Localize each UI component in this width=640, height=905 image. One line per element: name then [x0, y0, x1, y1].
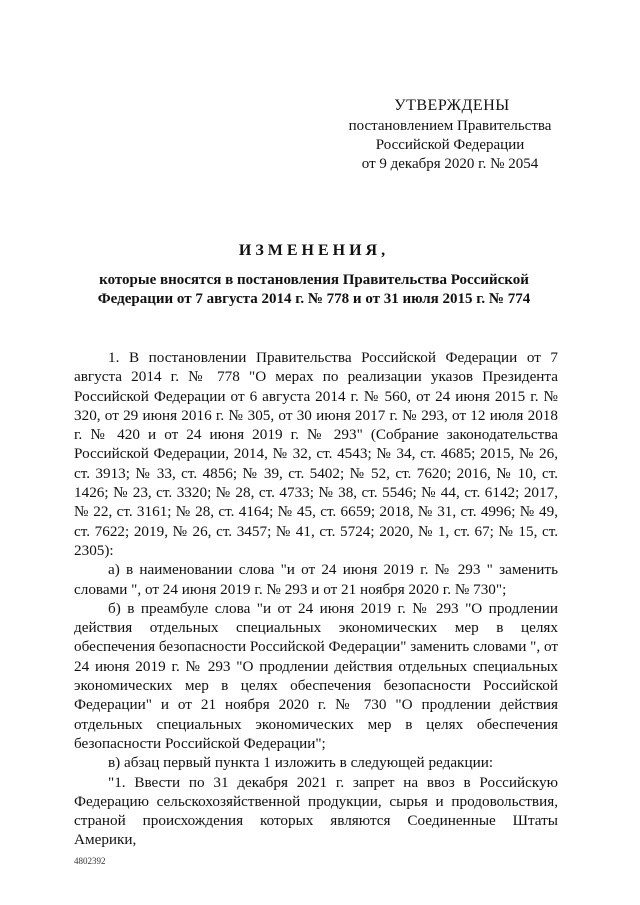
- document-code: 4802392: [74, 856, 106, 866]
- document-title: [70, 242, 558, 309]
- paragraph-1: 1. В постановлении Правительства Российской Федерации от 7 августа 2014 г. № 778 "О мерах по реализации указов Президента Российской Федерации от 6 августа 2014 г. № 560, от 24 июня 2015 г. № 320, от 29 июня 2016 г. № 305, от 30 июня 2017 г. № 293, от 12 июля 2018 г. № 420 и от 24 июня 2019 г. № 293" (Собрание законодательства Российской Федерации, 2014, № 32, ст. 4543; № 34, ст. 4685; 2015, № 26, ст. 3913; № 33, ст. 4856; № 39, ст. 5402; № 52, ст. 7620; 2016, № 10, ст. 1426; № 23, ст. 3320; № 28, ст. 4733; № 38, ст. 5546; № 44, ст. 6142; 2017, № 22, ст. 3161; № 28, ст. 4164; № 45, ст. 6659; 2018, № 31, ст. 4996; № 49, ст. 7622; 2019, № 26, ст. 3457; № 41, ст. 5724; 2020, № 1, ст. 67; № 15, ст. 2305):: [74, 349, 558, 559]
- approval-line-1: постановлением Правительства: [348, 118, 552, 134]
- paragraph-quote: "1. Ввести по 31 декабря 2021 г. запрет на ввоз в Российскую Федерацию сельскохозяйственной продукции, сырья и продовольствия, страной происхождения которых являются Соединенные Штаты Америки,: [74, 773, 558, 849]
- approval-stamp: УТВЕРЖДЕНЫ: [394, 97, 510, 114]
- title-subtitle-line-1: которые вносятся в постановления Правительства Российской: [99, 272, 529, 288]
- paragraph-c: в) абзац первый пункта 1 изложить в следующей редакции:: [108, 754, 494, 772]
- approval-line-2: Российской Федерации: [375, 137, 525, 153]
- paragraph-a: а) в наименовании слова "и от 24 июня 2019 г. № 293 " заменить словами ", от 24 июня 2019 г. № 293 и от 21 ноября 2020 г. № 730";: [74, 561, 558, 598]
- document-body: [74, 348, 558, 850]
- title-heading: ИЗМЕНЕНИЯ,: [238, 242, 390, 259]
- title-subtitle-line-2: Федерации от 7 августа 2014 г. № 778 и от 31 июля 2015 г. № 774: [97, 291, 531, 307]
- paragraph-b: б) в преамбуле слова "и от 24 июня 2019 г. № 293 "О продлении действия отдельных специальных экономических мер в целях обеспечения безопасности Российской Федерации" заменить словами ", от 24 июня 2019 г. № 293 "О продлении действия отдельных специальных экономических мер в целях обеспечения безопасности Российской Федерации" и от 21 ноября 2020 г. № 730 "О продлении действия отдельных специальных экономических мер в целях обеспечения безопасности Российской Федерации";: [74, 599, 558, 752]
- approval-line-3: от 9 декабря 2020 г. № 2054: [361, 156, 539, 172]
- approval-block: [330, 96, 570, 174]
